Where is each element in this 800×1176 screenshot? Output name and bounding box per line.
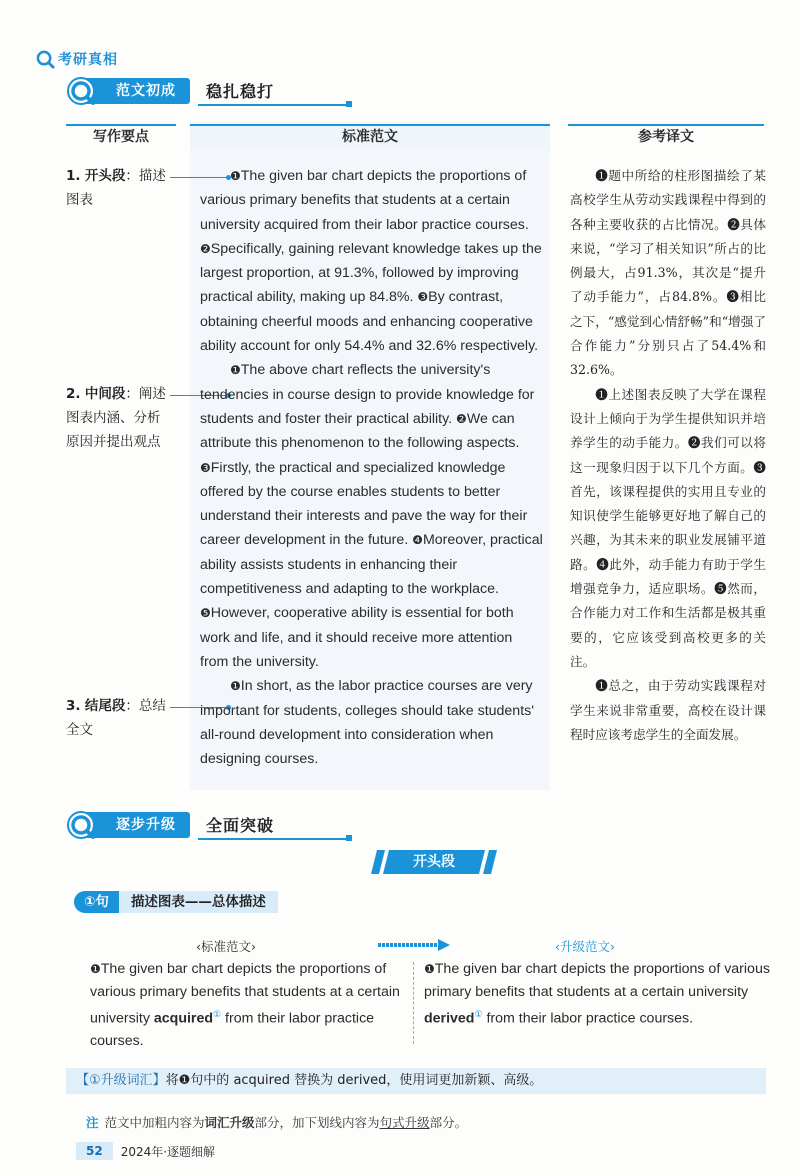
compare-sentence: The given bar chart depicts the proportions of various primary benefits that students at a certain university	[424, 961, 770, 1000]
sentence-marker: ❹	[412, 533, 423, 548]
highlight-word: acquired	[153, 1010, 214, 1027]
col-head-translation: 参考译文	[568, 124, 764, 150]
col-head-essay: 标准范文	[190, 124, 550, 150]
divider	[413, 962, 414, 1044]
col-head-points: 写作要点	[66, 124, 176, 150]
sentence-marker: ❷	[200, 241, 211, 256]
book-title: 2024年·逐题细解	[120, 1144, 216, 1159]
essay-sentence: We can attribute this phenomenon to the following aspects.	[200, 410, 520, 452]
compare-sentence: from their labor practice courses.	[482, 1010, 694, 1027]
essay-sentence: The above chart reflects the university's tendencies in course design to provide knowledge for students and foster their practical ability.	[200, 362, 535, 427]
point-desc: ：阐述	[125, 386, 166, 402]
underline-end	[346, 101, 352, 107]
magnifier-icon	[36, 50, 55, 69]
upgrade-note	[66, 1068, 766, 1094]
footnote-bold: 词汇升级	[204, 1115, 255, 1130]
sentence-marker: ❶	[230, 169, 241, 183]
upgrade-text: 将❶句中的 acquired 替换为 derived，使用词更加新颖、高级。	[165, 1073, 543, 1088]
compare-sentence: The given bar chart depicts the proportions of various primary benefits that students at a certain university	[90, 961, 400, 1027]
essay-sentence: In short, as the labor practice courses are very important for students, colleges should take students' all-round development into consideration when designing courses.	[200, 678, 534, 768]
section-header-1	[66, 76, 296, 106]
brand	[36, 48, 118, 70]
sentence-marker: ❶	[230, 363, 241, 378]
sentence-title: 描述图表——总体描述	[119, 891, 278, 913]
point-1	[66, 164, 186, 212]
point-title: 开头段	[84, 168, 126, 184]
sentence-marker: ❶	[424, 962, 435, 976]
page-number: 52	[76, 1142, 113, 1160]
section-label: 范文初成	[80, 78, 190, 104]
point-desc: ：描述	[125, 168, 166, 184]
magnifier-icon	[66, 76, 98, 108]
footnote-underline: 句式升级	[379, 1115, 430, 1130]
sentence-marker: ❸	[417, 290, 429, 305]
sentence-marker: ❺	[200, 606, 211, 621]
brand-title: 考研真相	[58, 52, 118, 68]
footnote-marker: ①	[213, 1009, 222, 1019]
reference-translation	[570, 164, 766, 747]
point-num: 2.	[66, 386, 81, 402]
point-desc: ：总结	[125, 698, 166, 714]
compare-head-upgrade: ‹升级范文›	[555, 939, 616, 954]
point-desc: 全文	[66, 722, 93, 738]
compare-upgrade-text	[424, 958, 772, 1030]
point-2	[66, 382, 186, 454]
essay-sentence: However, cooperative ability is essential for both work and life, and it should receive more attention from the university.	[200, 605, 514, 670]
essay-sentence: The given bar chart depicts the proportions of various primary benefits that students at a certain university acquired from their labor practice courses.	[200, 168, 529, 233]
point-num: 1.	[66, 168, 81, 184]
compare-sentence: from their labor practice courses.	[90, 1010, 375, 1050]
sentence-badge: ①句	[74, 891, 119, 913]
footnote-text: 部分，加下划线内容为	[254, 1115, 380, 1130]
point-title: 中间段	[84, 386, 126, 402]
magnifier-icon	[66, 810, 98, 842]
compare-standard-text	[90, 958, 406, 1053]
model-essay	[200, 164, 544, 771]
compare-head-label: 标准范文	[201, 939, 252, 954]
sentence-marker: ❶	[90, 962, 101, 976]
point-3	[66, 694, 186, 742]
stage-tag	[383, 850, 485, 874]
sentence-tag	[74, 891, 278, 913]
point-desc: 图表内涵、分析	[66, 410, 161, 426]
footnote-text: 部分。	[429, 1115, 468, 1130]
essay-paragraph-2	[200, 358, 544, 674]
point-num: 3.	[66, 698, 81, 714]
compare-head-standard: ‹标准范文›	[196, 939, 257, 954]
sentence-marker: ❶	[230, 679, 241, 694]
underline-end	[346, 835, 352, 841]
arrow-right-icon	[378, 938, 450, 952]
sentence-marker: ❸	[200, 460, 211, 475]
section-subtitle: 全面突破	[206, 816, 275, 835]
stage-stripe	[483, 850, 497, 874]
sentence-marker: ❷	[456, 411, 467, 426]
point-desc: 原因并提出观点	[66, 434, 161, 450]
essay-sentence: Moreover, practical ability assists students in enhancing their competitiveness and adapting to the workplace.	[200, 532, 543, 598]
footnote-text: 范文中加粗内容为	[104, 1115, 205, 1130]
essay-sentence: By contrast, obtaining cheerful moods and enhancing cooperative ability account for only 54.4% and 32.6% respectively.	[200, 289, 539, 355]
essay-sentence: Firstly, the practical and specialized knowledge offered by the course enables students to better understand their interests and pave the way for their career development in the future.	[200, 459, 528, 549]
underline	[198, 838, 348, 840]
section-header-2	[66, 810, 296, 840]
highlight-word: derived	[424, 1010, 475, 1027]
section-label: 逐步升级	[80, 812, 190, 838]
footnote-label: 注	[86, 1115, 99, 1130]
translation-paragraph-2: ❶上述图表反映了大学在课程设计上倾向于为学生提供知识并培养学生的动手能力。❷我们可以将这一现象归因于以下几个方面。❸首先，该课程提供的实用且专业的知识使学生能够更好地了解自己的兴趣，为其未来的职业发展铺平道路。❹此外，动手能力有助于学生增强竞争力，适应职场。❺然而，合作能力对工作和生活都是极其重要的，它应该受到高校更多的关注。	[570, 386, 766, 669]
point-title: 结尾段	[84, 698, 126, 714]
translation-paragraph-1: ❶题中所给的柱形图描绘了某高校学生从劳动实践课程中得到的各种主要收获的占比情况。❷具体来说，“学习了相关知识”所占的比例最大，占91.3%，其次是“提升了动手能力”，占84.8%。❸相比之下，“感觉到心情舒畅”和“增强了合作能力”分别只占了54.4%和32.6%。	[570, 168, 766, 378]
footnote-marker: ①	[474, 1009, 483, 1019]
page-footer	[76, 1142, 215, 1160]
footnote	[86, 1113, 467, 1131]
upgrade-key: 【①升级词汇】	[76, 1073, 166, 1088]
essay-sentence: Specifically, gaining relevant knowledge takes up the largest proportion, at 91.3%, followed by improving practical ability, making up 84.8%.	[200, 240, 542, 306]
compare-head-label: 升级范文	[560, 939, 611, 954]
section-subtitle: 稳扎稳打	[206, 82, 275, 101]
essay-paragraph-1	[200, 164, 544, 358]
point-desc: 图表	[66, 192, 93, 208]
translation-paragraph-3: ❶总之，由于劳动实践课程对学生来说非常重要，高校在设计课程时应该考虑学生的全面发展。	[570, 678, 766, 742]
stage-label: 开头段	[413, 854, 455, 870]
underline	[198, 104, 348, 106]
essay-paragraph-3	[200, 674, 544, 771]
